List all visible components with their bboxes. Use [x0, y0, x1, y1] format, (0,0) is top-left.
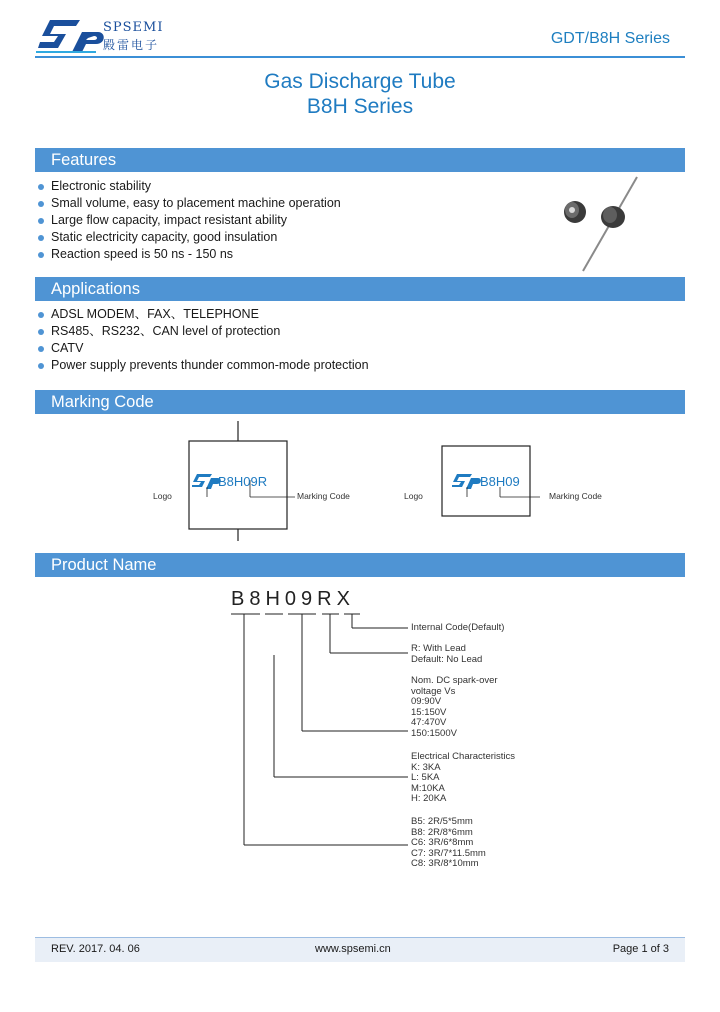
- voltage-line: voltage Vs: [411, 685, 456, 697]
- marking-label-right: Marking Code: [549, 491, 602, 501]
- size-line: C6: 3R/6*8mm: [411, 837, 474, 848]
- features-heading: Features: [35, 148, 685, 172]
- internal-code-label: Internal Code(Default): [411, 622, 505, 633]
- lead-option-group: [411, 644, 482, 665]
- list-item: CATV: [38, 340, 369, 357]
- list-item: ADSL MODEM、FAX、TELEPHONE: [38, 306, 369, 323]
- electrical-line: M:10KA: [411, 782, 445, 794]
- marking-diagram: [0, 415, 720, 545]
- electrical-line: Electrical Characteristics: [411, 751, 515, 762]
- revision-date: REV. 2017. 04. 06: [51, 943, 140, 955]
- voltage-group: [411, 676, 498, 739]
- electrical-group: [411, 752, 515, 805]
- page-title: Gas Discharge Tube: [264, 70, 456, 93]
- series-tag: GDT/B8H Series: [550, 30, 670, 47]
- voltage-line: 09:90V: [411, 696, 442, 707]
- page-header: [0, 0, 720, 58]
- brand-name: SPSEMI: [103, 20, 164, 35]
- brand-name-cn: 殿雷电子: [103, 38, 160, 52]
- electrical-line: K: 3KA: [411, 761, 441, 773]
- electrical-line: L: 5KA: [411, 772, 440, 783]
- size-line: B8: 2R/8*6mm: [411, 826, 473, 838]
- features-list: [38, 178, 341, 263]
- voltage-line: Nom. DC spark-over: [411, 675, 498, 686]
- page-subtitle: B8H Series: [306, 95, 414, 118]
- applications-list: [38, 306, 369, 374]
- list-item: Electronic stability: [38, 178, 341, 195]
- lead-option: R: With Lead: [411, 643, 466, 654]
- marking-code-heading: Marking Code: [35, 390, 685, 414]
- logo-label-left: Logo: [153, 491, 172, 501]
- voltage-line: 150:1500V: [411, 727, 457, 739]
- size-line: C7: 3R/7*11.5mm: [411, 847, 486, 859]
- gas-discharge-tube-image: [555, 175, 645, 275]
- product-code-diagram: [0, 600, 720, 850]
- voltage-line: 47:470V: [411, 717, 447, 728]
- size-group: [411, 817, 486, 870]
- product-name-heading: Product Name: [35, 553, 685, 577]
- lead-option: Default: No Lead: [411, 653, 483, 665]
- voltage-line: 15:150V: [411, 706, 447, 718]
- list-item: Small volume, easy to placement machine operation: [38, 195, 341, 212]
- marking-label-left: Marking Code: [297, 491, 350, 501]
- electrical-line: H: 20KA: [411, 793, 447, 804]
- list-item: Large flow capacity, impact resistant ability: [38, 212, 341, 229]
- list-item: RS485、RS232、CAN level of protection: [38, 323, 369, 340]
- list-item: Reaction speed is 50 ns - 150 ns: [38, 246, 341, 263]
- size-line: C8: 3R/8*10mm: [411, 858, 479, 869]
- applications-heading: Applications: [35, 277, 685, 301]
- marking-code-left: B8H09R: [218, 474, 268, 489]
- product-code: B8H09RX: [231, 588, 355, 610]
- logo-label-right: Logo: [404, 491, 423, 501]
- list-item: Power supply prevents thunder common-mode protection: [38, 357, 369, 374]
- list-item: Static electricity capacity, good insulation: [38, 229, 341, 246]
- page-number: Page 1 of 3: [612, 943, 669, 955]
- size-line: B5: 2R/5*5mm: [411, 816, 473, 827]
- website-link[interactable]: www.spsemi.cn: [315, 943, 391, 955]
- header-divider: [35, 56, 685, 58]
- page-footer: [35, 938, 685, 962]
- marking-code-right: B8H09: [480, 474, 520, 489]
